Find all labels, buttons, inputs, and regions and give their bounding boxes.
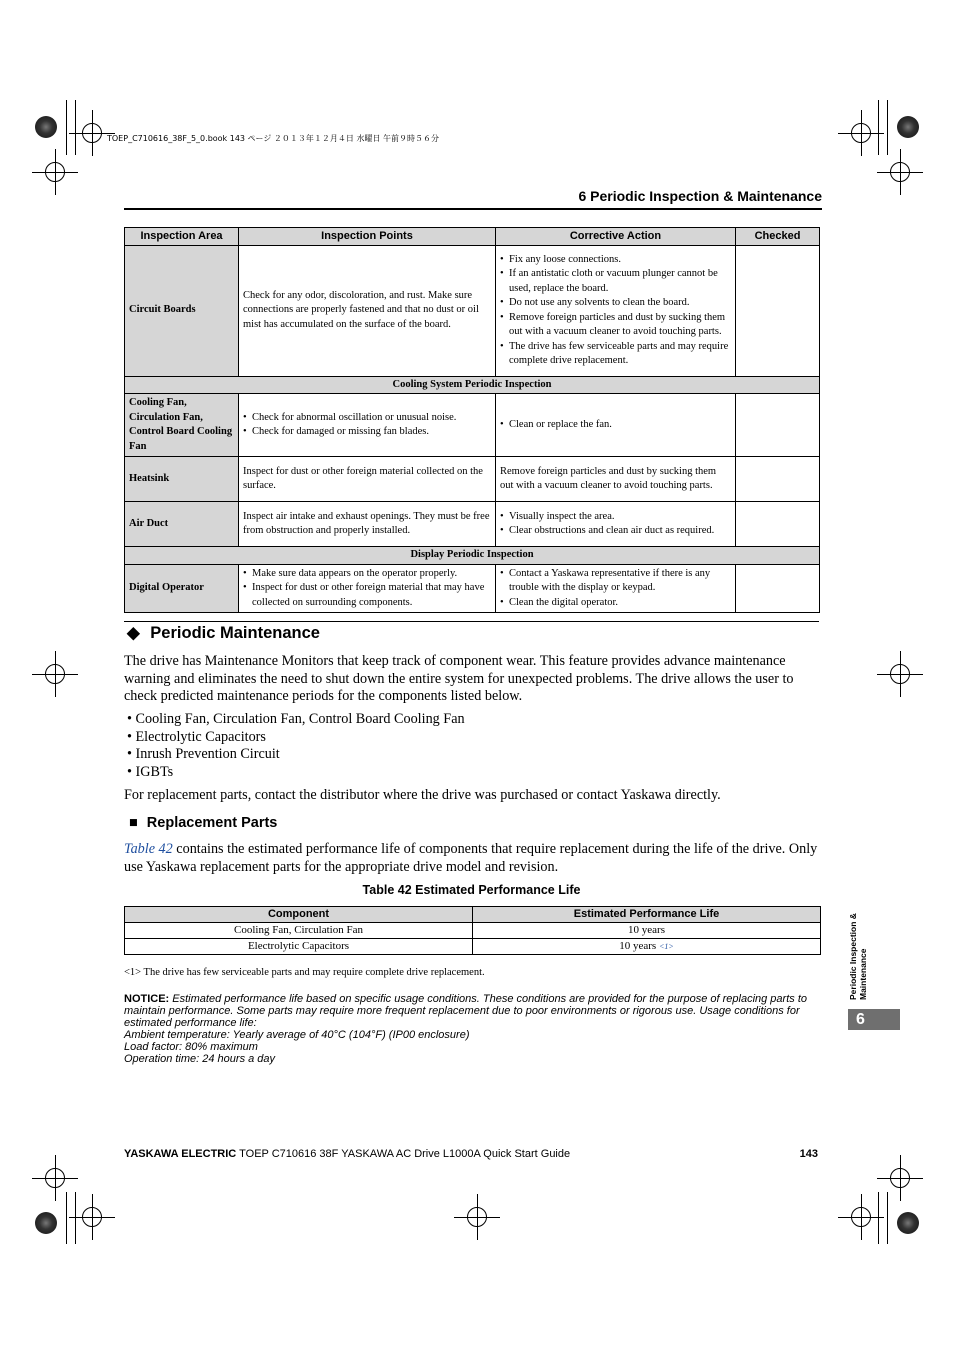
crop-mark xyxy=(66,100,67,155)
notice-paragraph xyxy=(124,993,824,1029)
checked-cell xyxy=(736,394,820,457)
registration-mark xyxy=(82,1207,102,1227)
crop-mark xyxy=(887,100,888,155)
col-header-life: Estimated Performance Life xyxy=(473,907,821,923)
replacement-sentence: contains the estimated performance life of components that require replacement during the life of the drive. Only use Yaskawa replacement parts for the appropriate drive model and revision. xyxy=(124,841,818,875)
list-item: • Cooling Fan, Circulation Fan, Control Board Cooling Fan xyxy=(127,711,465,729)
notice-text: Estimated performance life based on specific usage conditions. These conditions are provided for the purpose of replacing parts to maintain performance. Some parts may require more frequent replacement due to poor environments or rigorous use. Usage conditions for estimated performance life: xyxy=(124,993,807,1029)
list-item: • Inrush Prevention Circuit xyxy=(127,746,465,764)
section-cooling: Cooling System Periodic Inspection xyxy=(125,376,820,394)
component-cell: Cooling Fan, Circulation Fan xyxy=(125,923,473,939)
header-rule xyxy=(124,208,822,210)
action-cell: Remove foreign particles and dust by sucking them out with a vacuum cleaner to avoid touching parts. xyxy=(496,457,736,502)
action-item: • Contact a Yaskawa representative if there is any trouble with the display or keypad. xyxy=(509,567,731,596)
table-row xyxy=(125,939,821,955)
crop-mark xyxy=(75,1192,76,1244)
registration-mark xyxy=(45,664,65,684)
area-air-duct: Air Duct xyxy=(125,502,239,547)
component-list xyxy=(127,711,465,781)
heading-text: Periodic Maintenance xyxy=(150,624,320,642)
book-info: TOEP_C710616_38F_5_0.book 143 ページ ２０１３年１２月４日 水曜日 午前９時５６分 xyxy=(107,134,440,143)
replacement-contact: For replacement parts, contact the distributor where the drive was purchased or contact Yaskawa directly. xyxy=(124,787,721,803)
table-row xyxy=(125,923,821,939)
col-header-checked: Checked xyxy=(736,228,820,246)
page-number: 143 xyxy=(799,1148,818,1160)
life-cell xyxy=(473,923,821,939)
print-mark-disc xyxy=(35,1212,57,1234)
replacement-text xyxy=(124,841,819,876)
section-row xyxy=(125,547,820,565)
notice-label: NOTICE: xyxy=(124,993,170,1005)
notice-load: Load factor: 80% maximum xyxy=(124,1041,258,1053)
notice-block xyxy=(124,993,824,1065)
point-item: • Check for damaged or missing fan blades. xyxy=(252,425,491,440)
point-item: • Check for abnormal oscillation or unusual noise. xyxy=(252,411,491,426)
side-tab-label xyxy=(848,896,872,1000)
registration-mark xyxy=(82,123,102,143)
area-circuit-boards: Circuit Boards xyxy=(125,245,239,376)
life-value: 10 years xyxy=(619,940,657,952)
points-cell xyxy=(239,394,496,457)
registration-mark xyxy=(890,162,910,182)
table-row xyxy=(125,394,820,457)
table-caption: Table 42 Estimated Performance Life xyxy=(362,883,581,897)
action-item: • Fix any loose connections. xyxy=(509,253,731,268)
list-item: • IGBTs xyxy=(127,764,465,782)
action-cell xyxy=(496,394,736,457)
diamond-icon: ◆ xyxy=(127,624,140,642)
print-mark-disc xyxy=(897,1212,919,1234)
table-row xyxy=(125,245,820,376)
col-header-action: Corrective Action xyxy=(496,228,736,246)
action-cell xyxy=(496,564,736,613)
table-row xyxy=(125,502,820,547)
crop-mark xyxy=(75,100,76,155)
performance-life-table xyxy=(124,906,821,955)
action-item: • Do not use any solvents to clean the board. xyxy=(509,296,731,311)
heading-text: Replacement Parts xyxy=(146,815,278,831)
crop-mark xyxy=(887,1192,888,1244)
life-value: 10 years xyxy=(628,924,665,936)
crop-mark xyxy=(878,100,879,155)
life-cell xyxy=(473,939,821,955)
notice-ambient: Ambient temperature: Yearly average of 40°C (104°F) (IP00 enclosure) xyxy=(124,1029,470,1041)
print-mark-disc xyxy=(897,116,919,138)
action-cell xyxy=(496,502,736,547)
registration-mark xyxy=(890,664,910,684)
inspection-table xyxy=(124,227,820,613)
action-item: • Clear obstructions and clean air duct as required. xyxy=(509,524,731,539)
section-rule xyxy=(124,621,819,622)
registration-mark xyxy=(890,1168,910,1188)
action-item: • Visually inspect the area. xyxy=(509,510,731,525)
action-item: • If an antistatic cloth or vacuum plunger cannot be used, replace the board. xyxy=(509,267,731,296)
print-mark-disc xyxy=(35,116,57,138)
action-item: • The drive has few serviceable parts and may require complete drive replacement. xyxy=(509,340,731,369)
square-icon: ■ xyxy=(129,815,138,831)
col-header-points: Inspection Points xyxy=(239,228,496,246)
action-cell xyxy=(496,245,736,376)
col-header-area: Inspection Area xyxy=(125,228,239,246)
points-cell: Inspect for dust or other foreign material collected on the surface. xyxy=(239,457,496,502)
page-footer xyxy=(124,1148,570,1160)
section-display: Display Periodic Inspection xyxy=(125,547,820,565)
points-cell xyxy=(239,564,496,613)
registration-mark xyxy=(467,1207,487,1227)
crop-mark xyxy=(878,1192,879,1244)
registration-mark xyxy=(45,162,65,182)
notice-operation: Operation time: 24 hours a day xyxy=(124,1053,276,1065)
footer-doc: TOEP C710616 38F YASKAWA AC Drive L1000A Quick Start Guide xyxy=(236,1148,571,1160)
point-item: • Make sure data appears on the operator properly. xyxy=(252,567,491,582)
checked-cell xyxy=(736,502,820,547)
table-row xyxy=(125,457,820,502)
footer-brand: YASKAWA ELECTRIC xyxy=(124,1148,237,1160)
area-heatsink: Heatsink xyxy=(125,457,239,502)
table-42-link[interactable]: Table 42 xyxy=(124,841,173,857)
heading-replacement-parts xyxy=(129,815,277,831)
action-item: • Clean the digital operator. xyxy=(509,596,731,611)
checked-cell xyxy=(736,457,820,502)
registration-mark xyxy=(851,1207,871,1227)
component-cell: Electrolytic Capacitors xyxy=(125,939,473,955)
side-tab-text: Periodic Inspection & Maintenance xyxy=(848,913,868,1000)
col-header-component: Component xyxy=(125,907,473,923)
list-item: • Electrolytic Capacitors xyxy=(127,729,465,747)
point-item: • Inspect for dust or other foreign material that may have collected on surrounding components. xyxy=(252,581,491,610)
area-cooling-fan: Cooling Fan, Circulation Fan, Control Board Cooling Fan xyxy=(125,394,239,457)
running-head: 6 Periodic Inspection & Maintenance xyxy=(578,188,822,204)
footnote: <1> The drive has few serviceable parts and may require complete drive replacement. xyxy=(124,967,485,978)
table-row xyxy=(125,564,820,613)
checked-cell xyxy=(736,564,820,613)
crop-mark xyxy=(66,1192,67,1244)
registration-mark xyxy=(851,123,871,143)
maintenance-intro: The drive has Maintenance Monitors that keep track of component wear. This feature provides advance maintenance warning and eliminates the need to shut down the entire system for unexpected problems. The drive allows the user to check predicted maintenance periods for the components listed below. xyxy=(124,653,794,704)
points-cell: Check for any odor, discoloration, and rust. Make sure connections are properly fastened and that no dust or oil mist has accumulated on the surface of the board. xyxy=(239,245,496,376)
heading-periodic-maintenance xyxy=(127,623,320,643)
section-row xyxy=(125,376,820,394)
chapter-tab[interactable]: 6 xyxy=(848,1009,900,1030)
footnote-ref-link[interactable]: <1> xyxy=(658,942,674,951)
area-digital-operator: Digital Operator xyxy=(125,564,239,613)
points-cell: Inspect air intake and exhaust openings. They must be free from obstruction and properly installed. xyxy=(239,502,496,547)
action-item: • Clean or replace the fan. xyxy=(509,418,731,433)
registration-mark xyxy=(45,1168,65,1188)
checked-cell xyxy=(736,245,820,376)
action-item: • Remove foreign particles and dust by sucking them out with a vacuum cleaner to avoid touching parts. xyxy=(509,311,731,340)
